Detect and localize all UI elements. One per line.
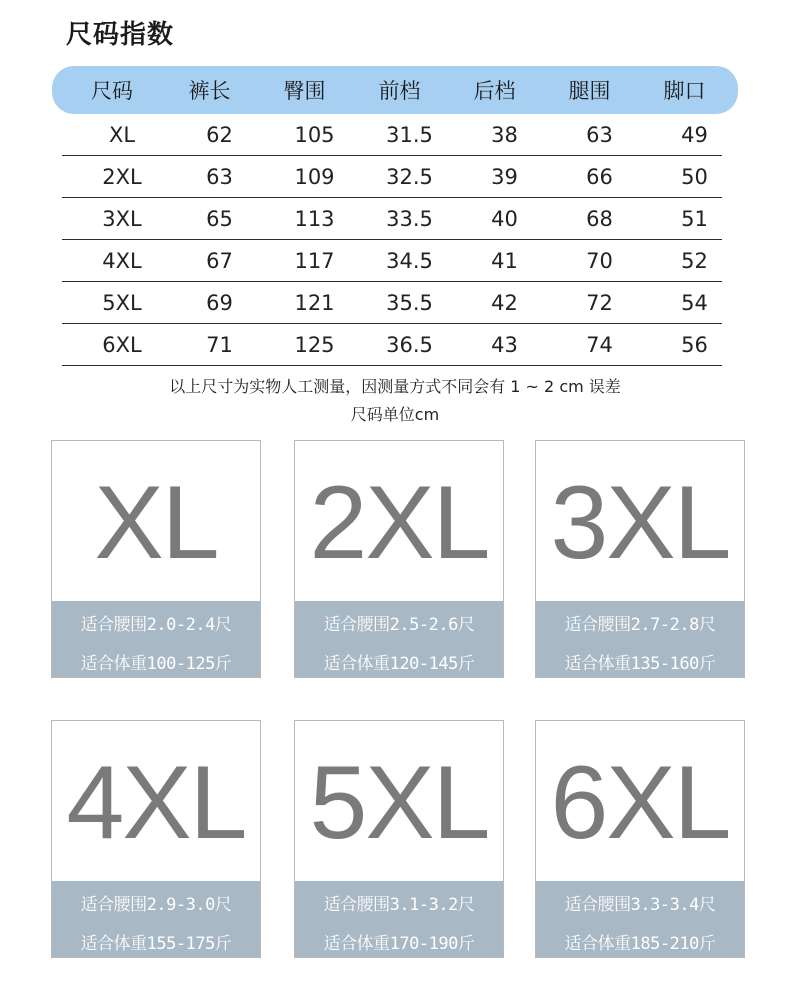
size-card-xl: [51, 440, 261, 678]
table-cell: 39: [491, 164, 518, 189]
table-cell: 38: [491, 122, 518, 147]
header-cell: 前档: [378, 79, 421, 103]
table-cell: 51: [681, 206, 708, 231]
table-cell: 35.5: [386, 290, 433, 315]
size-card-2xl: [294, 440, 504, 678]
table-cell: 62: [206, 122, 233, 147]
header-cell: 脚口: [663, 79, 706, 103]
table-cell: 49: [681, 122, 708, 147]
table-cell: 65: [206, 206, 233, 231]
size-label: 2XL: [309, 465, 489, 581]
table-cell: 121: [294, 290, 335, 315]
table-cell: 71: [206, 332, 233, 357]
page-title: 尺码指数: [66, 20, 175, 50]
header-cell: 腿围: [568, 79, 611, 103]
table-row: [62, 240, 722, 282]
table-cell: 74: [586, 332, 613, 357]
table-cell: 67: [206, 248, 233, 273]
table-cell: 3XL: [102, 206, 142, 231]
size-card-5xl: [294, 720, 504, 958]
table-row: [62, 198, 722, 240]
table-cell: 42: [491, 290, 518, 315]
size-table: [52, 66, 738, 366]
size-label: 6XL: [550, 745, 730, 861]
size-label: 3XL: [550, 465, 730, 581]
table-row: [62, 114, 722, 156]
size-card-6xl: [535, 720, 745, 958]
table-row: [62, 324, 722, 366]
table-body: [62, 114, 722, 366]
weight-fit-text: 适合体重185-210斤: [564, 934, 716, 954]
table-cell: 5XL: [102, 290, 142, 315]
measurement-note: 以上尺寸为实物人工测量，因测量方式不同会有 1 ~ 2 cm 误差: [169, 377, 621, 396]
table-cell: 41: [491, 248, 518, 273]
size-label: 4XL: [66, 745, 246, 861]
table-cell: 72: [586, 290, 613, 315]
waist-fit-text: 适合腰围2.0-2.4尺: [80, 615, 232, 635]
size-label: XL: [94, 465, 218, 581]
table-cell: 33.5: [386, 206, 433, 231]
table-cell: 31.5: [386, 122, 433, 147]
table-cell: 117: [294, 248, 335, 273]
table-cell: 70: [586, 248, 613, 273]
table-cell: 50: [681, 164, 708, 189]
table-cell: 32.5: [386, 164, 433, 189]
weight-fit-text: 适合体重135-160斤: [564, 654, 716, 674]
size-label: 5XL: [309, 745, 489, 861]
header-cell: 尺码: [91, 79, 133, 103]
table-cell: 109: [294, 164, 335, 189]
weight-fit-text: 适合体重155-175斤: [80, 934, 232, 954]
table-cell: 66: [586, 164, 613, 189]
table-row: [62, 156, 722, 198]
waist-fit-text: 适合腰围3.1-3.2尺: [323, 895, 475, 915]
table-cell: 52: [681, 248, 708, 273]
table-row: [62, 282, 722, 324]
waist-fit-text: 适合腰围2.5-2.6尺: [323, 615, 475, 635]
table-cell: 105: [294, 122, 335, 147]
table-cell: 68: [586, 206, 613, 231]
table-cell: 4XL: [102, 248, 142, 273]
table-cell: 36.5: [386, 332, 433, 357]
table-cell: 69: [206, 290, 233, 315]
waist-fit-text: 适合腰围3.3-3.4尺: [564, 895, 716, 915]
weight-fit-text: 适合体重170-190斤: [323, 934, 475, 954]
unit-note: 尺码单位cm: [350, 405, 440, 424]
table-cell: 113: [294, 206, 335, 231]
table-cell: 40: [491, 206, 518, 231]
header-cell: 臀围: [283, 79, 326, 103]
table-cell: 54: [681, 290, 708, 315]
table-header: [52, 66, 738, 114]
table-cell: 125: [294, 332, 335, 357]
table-cell: 2XL: [102, 164, 142, 189]
waist-fit-text: 适合腰围2.9-3.0尺: [80, 895, 232, 915]
waist-fit-text: 适合腰围2.7-2.8尺: [564, 615, 716, 635]
table-cell: XL: [108, 122, 136, 147]
weight-fit-text: 适合体重100-125斤: [80, 654, 232, 674]
size-card-3xl: [535, 440, 745, 678]
table-cell: 63: [206, 164, 233, 189]
weight-fit-text: 适合体重120-145斤: [323, 654, 475, 674]
table-cell: 56: [681, 332, 708, 357]
header-cell: 后档: [473, 79, 516, 103]
table-cell: 34.5: [386, 248, 433, 273]
table-cell: 43: [491, 332, 518, 357]
table-cell: 6XL: [102, 332, 142, 357]
header-cell: 裤长: [188, 79, 231, 103]
size-card-4xl: [51, 720, 261, 958]
table-cell: 63: [586, 122, 613, 147]
